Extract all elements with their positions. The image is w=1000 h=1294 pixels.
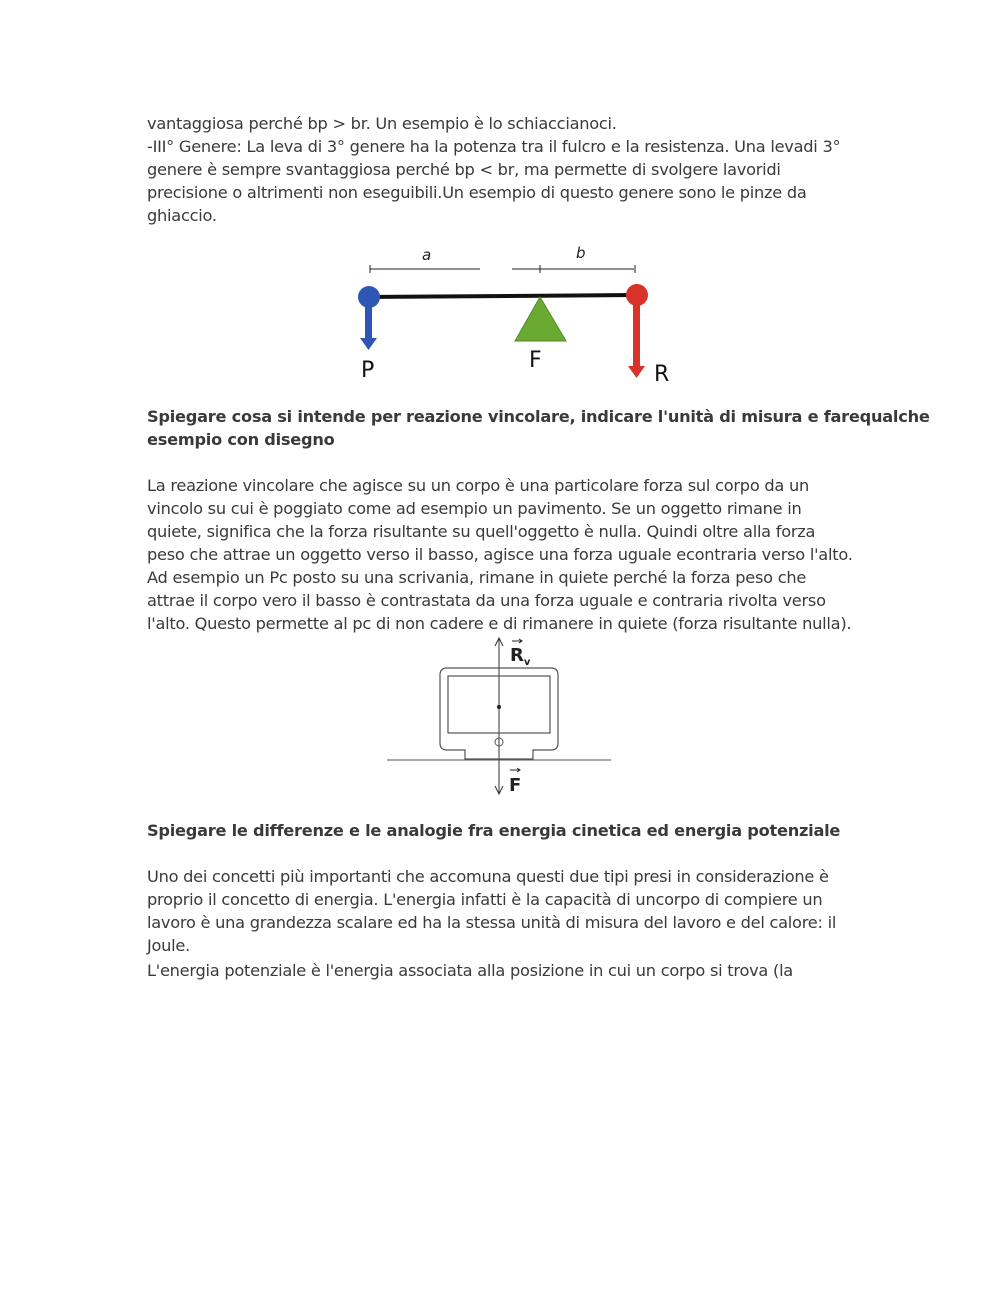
text-line: Ad esempio un Pc posto su una scrivania, rimane in quiete perché la forza peso che bbox=[147, 568, 807, 587]
lever-bar bbox=[369, 295, 637, 297]
text-line: Joule. bbox=[147, 936, 191, 955]
text-line: precisione o altrimenti non eseguibili.Un esempio di questo genere sono le pinze da bbox=[147, 183, 807, 202]
label-f: F bbox=[529, 348, 542, 373]
text-line: -III° Genere: La leva di 3° genere ha la potenza tra il fulcro e la resistenza. Una levadi 3° bbox=[147, 137, 841, 156]
label-a: a bbox=[422, 246, 432, 264]
text-line: vantaggiosa perché bp > br. Un esempio è lo schiaccianoci. bbox=[147, 114, 617, 133]
label-r: R bbox=[654, 362, 670, 387]
label-weight-force: F bbox=[509, 775, 522, 796]
text-line: ghiaccio. bbox=[147, 206, 217, 225]
dimension-line-a bbox=[370, 265, 480, 273]
effort-arrow bbox=[358, 286, 380, 350]
center-of-mass-dot bbox=[497, 705, 501, 709]
text-line: l'alto. Questo permette al pc di non cadere e di rimanere in quiete (forza risultante nulla). bbox=[147, 614, 852, 633]
text-line: peso che attrae un oggetto verso il basso, agisce una forza uguale econtraria verso l'alto. bbox=[147, 545, 853, 564]
paragraph-energia bbox=[147, 865, 867, 957]
heading-line: esempio con disegno bbox=[147, 430, 335, 449]
text-line: L'energia potenziale è l'energia associata alla posizione in cui un corpo si trova (la bbox=[147, 961, 793, 980]
heading-line: Spiegare le differenze e le analogie fra energia cinetica ed energia potenziale bbox=[147, 821, 841, 840]
text-line: lavoro è una grandezza scalare ed ha la stessa unità di misura del lavoro e del calore: il bbox=[147, 913, 837, 932]
label-b: b bbox=[576, 244, 586, 262]
label-p: P bbox=[361, 358, 375, 383]
dimension-line-b bbox=[512, 265, 635, 273]
resistance-arrow bbox=[626, 284, 648, 378]
heading-line: Spiegare cosa si intende per reazione vincolare, indicare l'unità di misura e farequalche bbox=[147, 407, 930, 426]
paragraph-reazione-vincolare bbox=[147, 474, 867, 635]
text-line: La reazione vincolare che agisce su un corpo è una particolare forza sul corpo da un bbox=[147, 476, 809, 495]
text-line: attrae il corpo vero il basso è contrastata da una forza uguale e contraria rivolta verso bbox=[147, 591, 826, 610]
lever-diagram bbox=[350, 240, 680, 390]
text-line: genere è sempre svantaggiosa perché bp < br, ma permette di svolgere lavoridi bbox=[147, 160, 781, 179]
text-line: proprio il concetto di energia. L'energia infatti è la capacità di uncorpo di compiere un bbox=[147, 890, 823, 909]
paragraph-lever-types bbox=[147, 112, 867, 227]
text-line: vincolo su cui è poggiato come ad esempio un pavimento. Se un oggetto rimane in bbox=[147, 499, 802, 518]
paragraph-energia-potenziale bbox=[147, 959, 867, 982]
monitor-force-diagram bbox=[385, 635, 615, 800]
text-line: quiete, significa che la forza risultante su quell'oggetto è nulla. Quindi oltre alla forza bbox=[147, 522, 816, 541]
fulcrum-triangle bbox=[515, 297, 566, 341]
text-line: Uno dei concetti più importanti che accomuna questi due tipi presi in considerazione è bbox=[147, 867, 829, 886]
heading-reazione-vincolare bbox=[147, 405, 930, 451]
heading-energia bbox=[147, 819, 867, 842]
label-reaction-force: $R_v$ bbox=[510, 645, 531, 668]
